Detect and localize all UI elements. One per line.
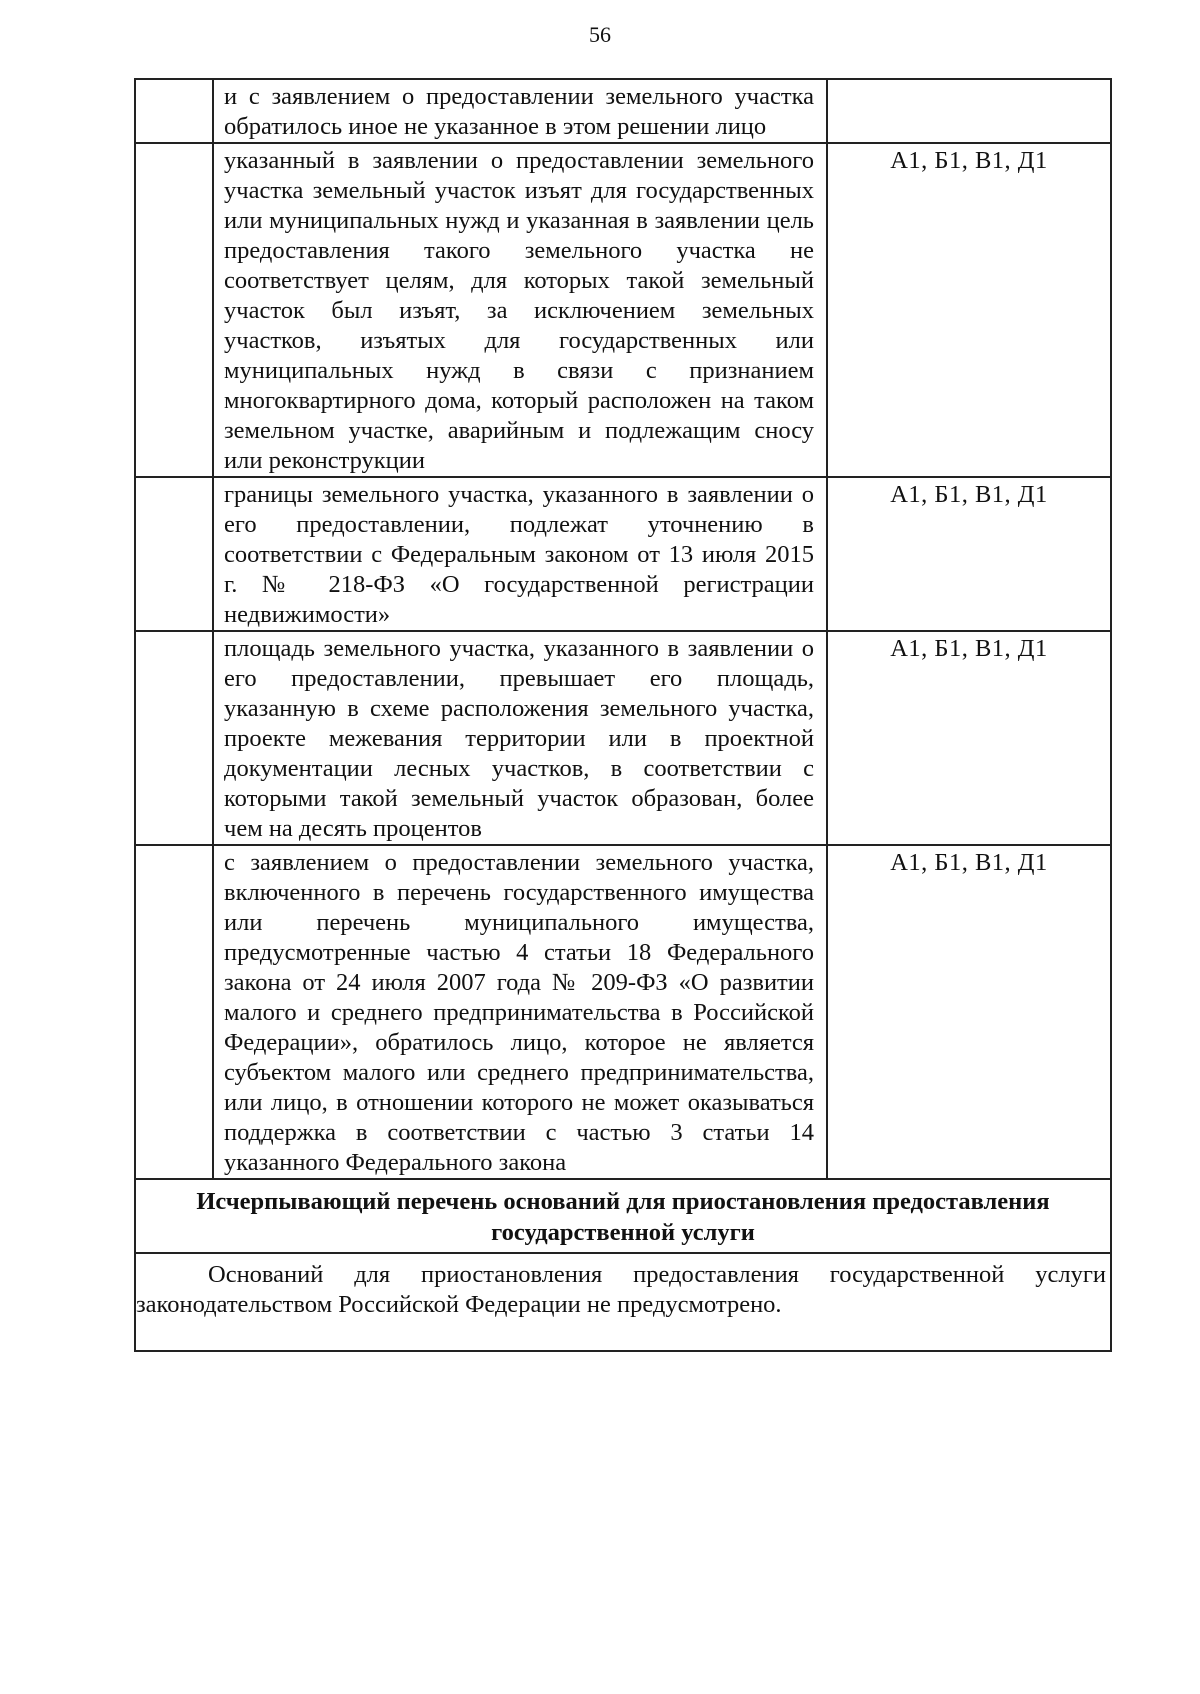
- section-heading-row: [135, 1179, 1111, 1253]
- page-number: 56: [589, 22, 611, 47]
- reference-cell: А1, Б1, В1, Д1: [827, 143, 1111, 477]
- section-body-row: [135, 1253, 1111, 1351]
- table-row: [135, 845, 1111, 1179]
- table-row: [135, 79, 1111, 143]
- section-body-cell: [135, 1253, 1111, 1351]
- section-heading: Исчерпывающий перечень оснований для приостановления предоставления государственной услуги: [135, 1179, 1111, 1253]
- section-body-text: Оснований для приостановления предоставления государственной услуги законодательством Российской Федерации не предусмотрено.: [136, 1261, 1106, 1318]
- row-number-cell: [135, 477, 213, 631]
- ground-text-cell: указанный в заявлении о предоставлении земельного участка земельный участок изъят для государственных или муниципальных нужд и указанная в заявлении цель предоставления такого земельного участка не соответствует целям, для которых такой земельный участок был изъят, за исключением земельных участков, изъятых для государственных или муниципальных нужд в связи с признанием многоквартирного дома, который расположен на таком земельном участке, аварийным и подлежащим сносу или реконструкции: [213, 143, 827, 477]
- ground-text-cell: площадь земельного участка, указанного в заявлении о его предоставлении, превышает его площадь, указанную в схеме расположения земельного участка, проекте межевания территории или в проектной документации лесных участков, в соответствии с которыми такой земельный участок образован, более чем на десять процентов: [213, 631, 827, 845]
- grounds-table: [134, 78, 1112, 1352]
- reference-cell: А1, Б1, В1, Д1: [827, 477, 1111, 631]
- ground-text-cell: и с заявлением о предоставлении земельного участка обратилось иное не указанное в этом решении лицо: [213, 79, 827, 143]
- table-row: [135, 143, 1111, 477]
- table-row: [135, 631, 1111, 845]
- row-number-cell: [135, 845, 213, 1179]
- reference-cell: А1, Б1, В1, Д1: [827, 631, 1111, 845]
- row-number-cell: [135, 631, 213, 845]
- row-number-cell: [135, 143, 213, 477]
- ground-text-cell: границы земельного участка, указанного в заявлении о его предоставлении, подлежат уточнению в соответствии с Федеральным законом от 13 июля 2015 г. № 218-ФЗ «О государственной регистрации недвижимости»: [213, 477, 827, 631]
- table-row: [135, 477, 1111, 631]
- ground-text-cell: с заявлением о предоставлении земельного участка, включенного в перечень государственного имущества или перечень муниципального имущества, предусмотренные частью 4 статьи 18 Федерального закона от 24 июля 2007 года № 209-ФЗ «О развитии малого и среднего предпринимательства в Российской Федерации», обратилось лицо, которое не является субъектом малого или среднего предпринимательства, или лицо, в отношении которого не может оказываться поддержка в соответствии с частью 3 статьи 14 указанного Федерального закона: [213, 845, 827, 1179]
- reference-cell: [827, 79, 1111, 143]
- reference-cell: А1, Б1, В1, Д1: [827, 845, 1111, 1179]
- row-number-cell: [135, 79, 213, 143]
